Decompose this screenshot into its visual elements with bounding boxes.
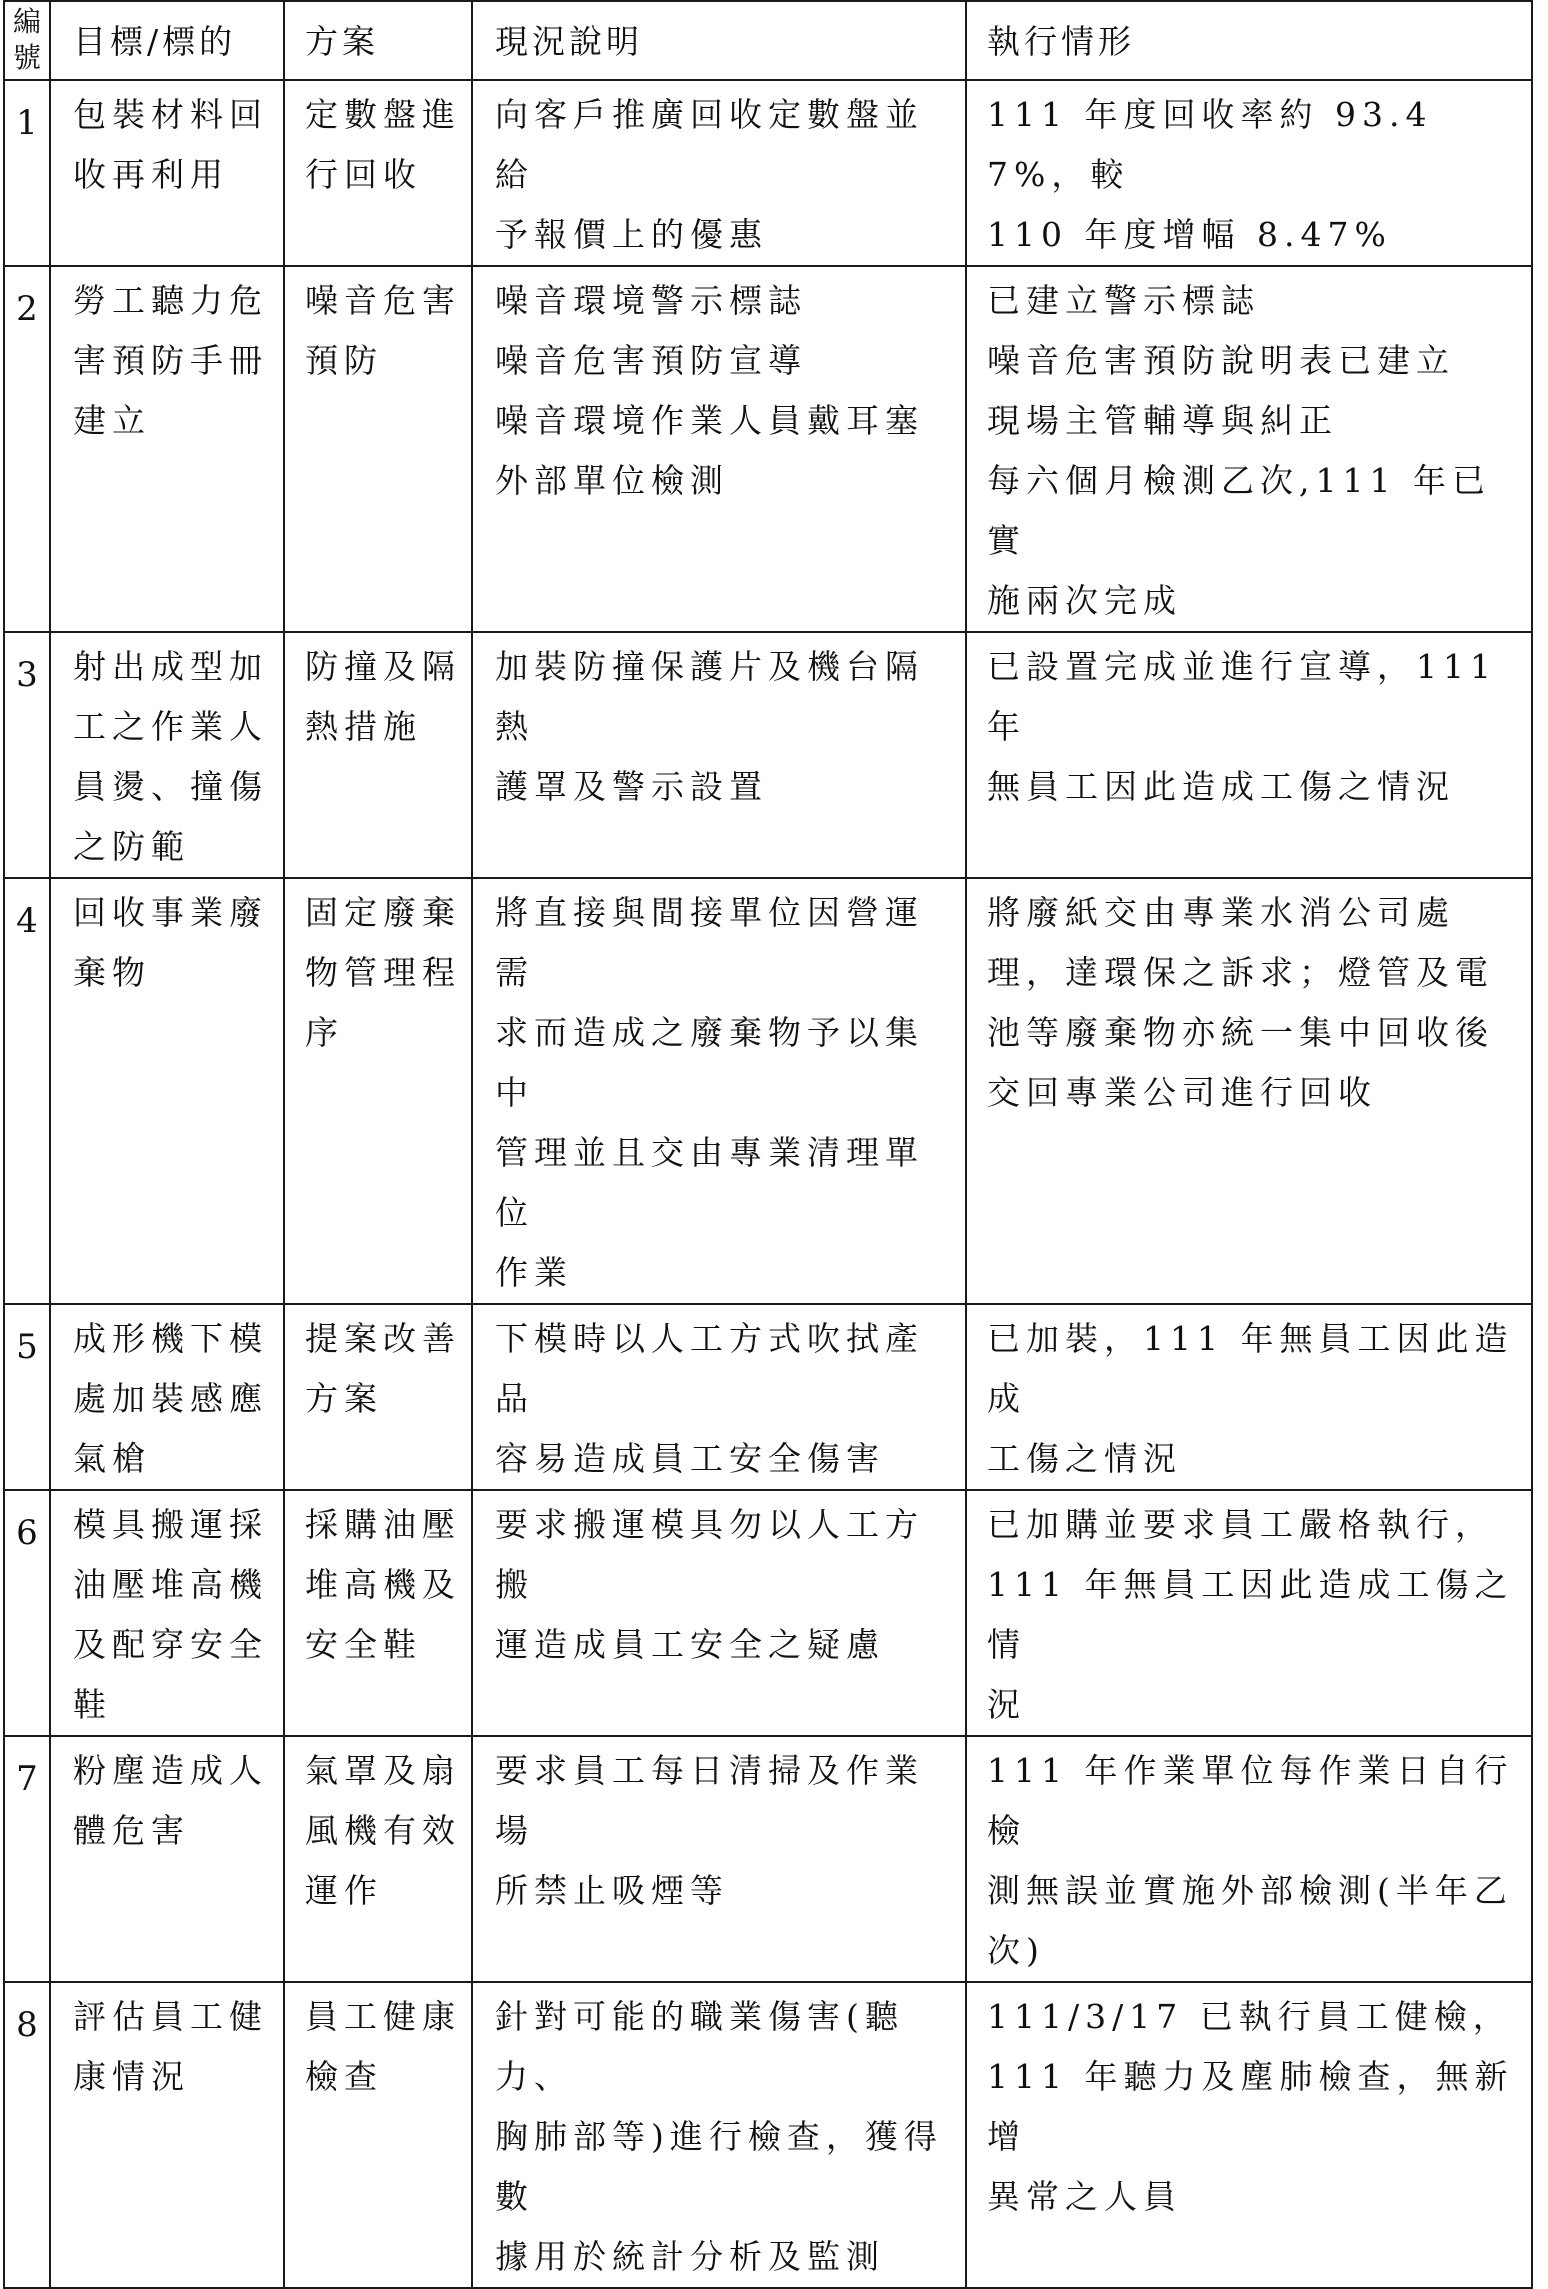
cell-description: 噪音環境警示標誌 噪音危害預防宣導 噪音環境作業人員戴耳塞 外部單位檢測 — [472, 266, 966, 632]
header-description: 現況說明 — [472, 1, 966, 80]
table-header-row — [4, 1, 1532, 80]
cell-number: 7 — [4, 1736, 50, 1982]
cell-goal: 評估員工健 康情況 — [50, 1982, 284, 2288]
table-row — [4, 80, 1532, 266]
cell-description: 下模時以人工方式吹拭產品 容易造成員工安全傷害 — [472, 1304, 966, 1490]
cell-goal: 射出成型加 工之作業人 員燙、撞傷 之防範 — [50, 632, 284, 878]
cell-goal: 包裝材料回 收再利用 — [50, 80, 284, 266]
cell-number: 1 — [4, 80, 50, 266]
cell-description: 要求搬運模具勿以人工方搬 運造成員工安全之疑慮 — [472, 1490, 966, 1736]
cell-execution: 111 年度回收率約 93.47%，較 110 年度增幅 8.47% — [966, 80, 1532, 266]
cell-number: 2 — [4, 266, 50, 632]
cell-goal: 粉塵造成人 體危害 — [50, 1736, 284, 1982]
cell-plan: 防撞及隔 熱措施 — [284, 632, 472, 878]
cell-number: 3 — [4, 632, 50, 878]
cell-plan: 採購油壓 堆高機及 安全鞋 — [284, 1490, 472, 1736]
table-row — [4, 1982, 1532, 2288]
cell-description: 向客戶推廣回收定數盤並給 予報價上的優惠 — [472, 80, 966, 266]
table-row — [4, 878, 1532, 1304]
cell-plan: 氣罩及扇 風機有效 運作 — [284, 1736, 472, 1982]
cell-description: 加裝防撞保護片及機台隔熱 護罩及警示設置 — [472, 632, 966, 878]
cell-execution: 已加購並要求員工嚴格執行， 111 年無員工因此造成工傷之情 況 — [966, 1490, 1532, 1736]
cell-goal: 模具搬運採 油壓堆高機 及配穿安全 鞋 — [50, 1490, 284, 1736]
cell-execution: 已設置完成並進行宣導，111 年 無員工因此造成工傷之情況 — [966, 632, 1532, 878]
cell-description: 將直接與間接單位因營運需 求而造成之廢棄物予以集中 管理並且交由專業清理單位 作業 — [472, 878, 966, 1304]
header-number: 編 號 — [4, 1, 50, 80]
table-row — [4, 1304, 1532, 1490]
cell-plan: 員工健康 檢查 — [284, 1982, 472, 2288]
table-row — [4, 632, 1532, 878]
cell-execution: 已加裝，111 年無員工因此造成 工傷之情況 — [966, 1304, 1532, 1490]
safety-measures-table — [3, 0, 1533, 2289]
cell-number: 8 — [4, 1982, 50, 2288]
document-sheet — [3, 0, 1533, 2289]
cell-description: 針對可能的職業傷害(聽力、 胸肺部等)進行檢查，獲得數 據用於統計分析及監測 — [472, 1982, 966, 2288]
cell-goal: 回收事業廢 棄物 — [50, 878, 284, 1304]
header-execution: 執行情形 — [966, 1, 1532, 80]
cell-plan: 噪音危害 預防 — [284, 266, 472, 632]
cell-number: 6 — [4, 1490, 50, 1736]
table-row — [4, 1736, 1532, 1982]
cell-execution: 已建立警示標誌 噪音危害預防說明表已建立 現場主管輔導與糾正 每六個月檢測乙次,111 年已實 施兩次完成 — [966, 266, 1532, 632]
table-row — [4, 266, 1532, 632]
cell-plan: 定數盤進 行回收 — [284, 80, 472, 266]
cell-execution: 111/3/17 已執行員工健檢， 111 年聽力及塵肺檢查，無新增 異常之人員 — [966, 1982, 1532, 2288]
cell-goal: 勞工聽力危 害預防手冊 建立 — [50, 266, 284, 632]
cell-number: 4 — [4, 878, 50, 1304]
cell-plan: 提案改善 方案 — [284, 1304, 472, 1490]
table-row — [4, 1490, 1532, 1736]
cell-goal: 成形機下模 處加裝感應 氣槍 — [50, 1304, 284, 1490]
cell-plan: 固定廢棄 物管理程 序 — [284, 878, 472, 1304]
header-plan: 方案 — [284, 1, 472, 80]
cell-execution: 將廢紙交由專業水消公司處 理，達環保之訴求；燈管及電 池等廢棄物亦統一集中回收後 交回專業公司進行回收 — [966, 878, 1532, 1304]
cell-number: 5 — [4, 1304, 50, 1490]
cell-description: 要求員工每日清掃及作業場 所禁止吸煙等 — [472, 1736, 966, 1982]
header-goal: 目標/標的 — [50, 1, 284, 80]
cell-execution: 111 年作業單位每作業日自行檢 測無誤並實施外部檢測(半年乙 次) — [966, 1736, 1532, 1982]
